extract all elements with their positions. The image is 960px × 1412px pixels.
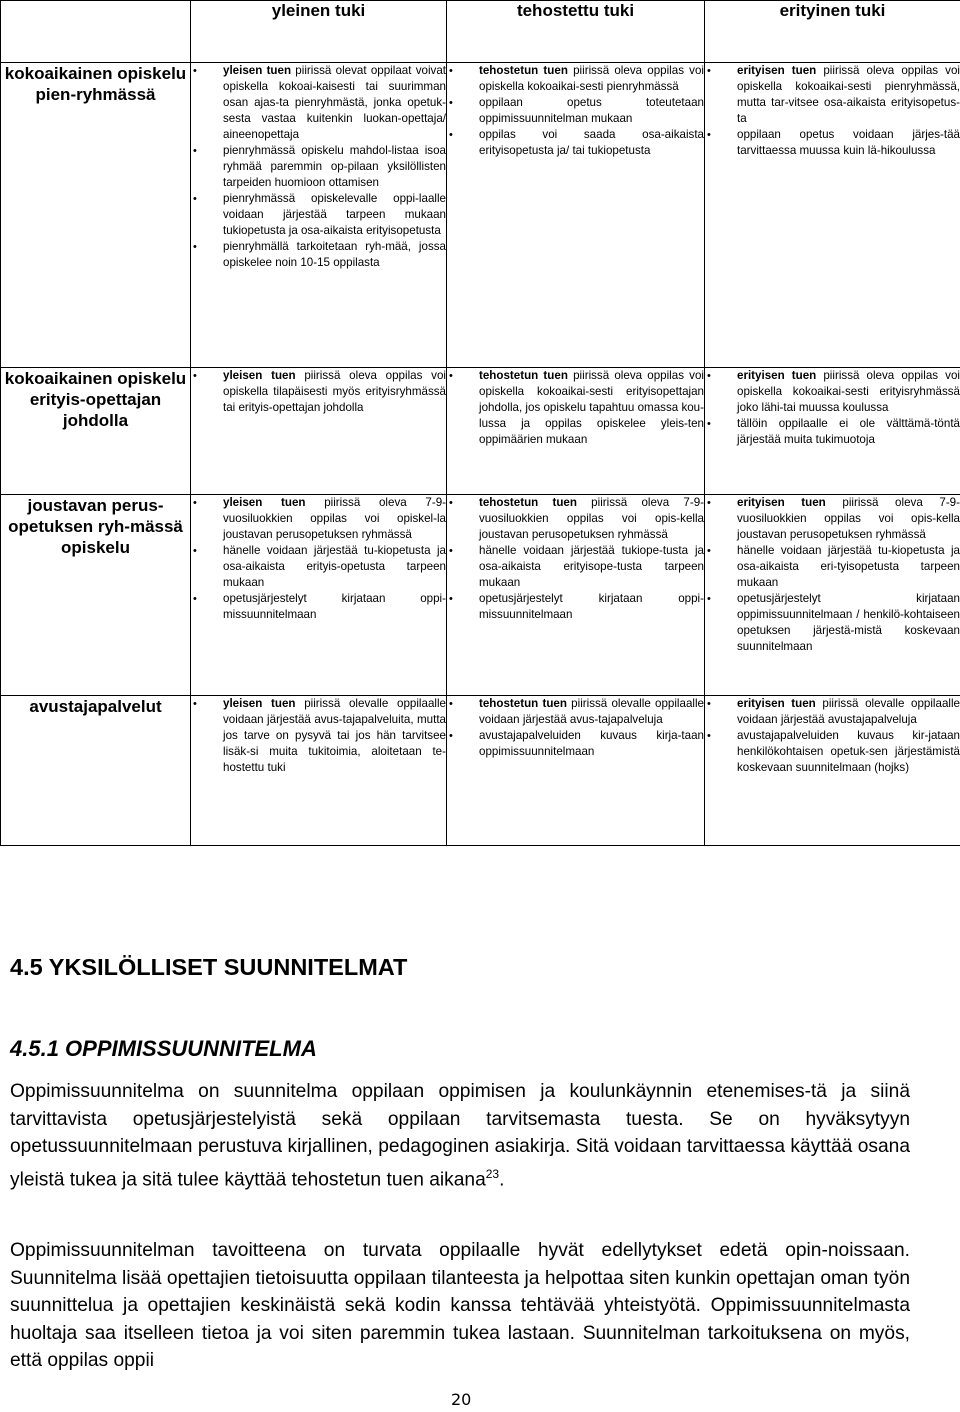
section-heading: 4.5 YKSILÖLLISET SUUNNITELMAT [10,954,408,980]
bold-lead: erityisen tuen [737,64,817,77]
list-item [447,63,704,95]
item-text: opetusjärjestelyt kirjataan oppi-missuunnitelmaan [223,592,446,621]
list-item [447,127,704,159]
item-text: hänelle voidaan järjestää tukiope-tusta ja osa-aikaista erityisope-tusta tarpeen mukaan [479,544,704,589]
paragraph-2: Oppimissuunnitelman tavoitteena on turvata oppilaalle hyvät edellytykset edetä opin-noissaan. Suunnitelma lisää opettajien tietoisuutta oppilaan tilanteesta ja helpottaa siten kunkin opettajan oman työn suunnittelua ja opettajien keskinäistä sekä kodin kanssa tehtävää yhteistyötä. Oppimissuunnitelmasta huoltaja saa itselleen tietoa ja voi siten paremmin tukea lastaan. Suunnitelman tarkoituksena on myös, että oppilas oppii [10,1240,910,1371]
item-text: pienryhmässä opiskelu mahdol-listaa isoa ryhmää paremmin op-pilaan yksilöllisten tarpeiden huomioon ottamisen [223,144,446,189]
header-intensified-support: tehostettu tuki [447,1,705,63]
paragraph-1 [10,1078,910,1193]
table-row [1,495,960,696]
table-cell [447,368,705,495]
bullet-list [705,63,960,159]
bold-lead: tehostetun tuen [479,697,567,710]
item-text: tällöin oppilaalle ei ole välttämä-töntä järjestää muita tukimuotoja [737,417,960,446]
item-text: piirissä olevalle oppilaalle voidaan järjestää avus-tajapalveluja [479,697,704,726]
item-text: piirissä olevalle oppilaalle voidaan järjestää avus-tajapalveluita, mutta jos tarve on pysyvä tai jos hän tarvitsee lisäk-si muita tukitoimia, aloitetaan te-hostettu tuki [223,697,446,774]
row-label: avustajapalvelut [1,696,191,846]
row-label: kokoaikainen opiskelu pien-ryhmässä [1,63,191,368]
bold-lead: yleisen tuen [223,369,296,382]
list-item [447,728,704,760]
item-text: piirissä oleva 7-9-vuosiluokkien oppilas voi opiskel-la joustavan perusopetuksen ryhmässä [223,496,447,541]
table-cell [447,495,705,696]
footnote-reference: 23 [485,1166,500,1181]
bullet-list [447,368,704,448]
table-row [1,368,960,495]
row-label: joustavan perus-opetuksen ryh-mässä opiskelu [1,495,191,696]
bold-lead: yleisen tuen [223,697,296,710]
table-row [1,696,960,846]
item-text: opetusjärjestelyt kirjataan oppimissuunnitelmaan / henkilö-kohtaiseen opetuksen järjestä-mistä koskevaan suunnitelmaan [737,592,960,653]
list-item [447,543,704,591]
item-text: opetusjärjestelyt kirjataan oppi-missuunnitelmaan [479,592,704,621]
table-cell [191,63,447,368]
bullet-list [191,696,446,776]
table-cell [447,63,705,368]
list-item [191,143,446,191]
item-text: oppilaan opetus voidaan järjes-tää tarvittaessa muussa kuin lä-hikoulussa [737,128,960,157]
table-cell [191,495,447,696]
list-item [705,591,960,655]
list-item [705,696,960,728]
list-item [447,495,704,543]
item-text: oppilas voi saada osa-aikaista erityisopetusta ja/ tai tukiopetusta [479,128,704,157]
bold-lead: yleisen tuen [223,496,306,509]
paragraph-1-end: . [499,1168,505,1190]
item-text: pienryhmässä opiskelevalle oppi-laalle voidaan järjestää tarpeen mukaan tukiopetusta ja osa-aikaista erityisopetusta [223,192,446,237]
item-text: piirissä oleva oppilas voi opiskella kokoaikai-sesti pienryhmässä [479,64,704,93]
bold-lead: tehostetun tuen [479,369,568,382]
header-special-support: erityinen tuki [705,1,960,63]
bold-lead: erityisen tuen [737,697,816,710]
item-text: piirissä oleva oppilas voi opiskella kokoaikai-sesti erityisopettajan johdolla, jos opiskelu tapahtuu omassa kou-lussa ja oppilas opiskelee yleis-ten oppimäärien mukaan [479,369,704,446]
item-text: piirissä oleva oppilas voi opiskella kokoaikai-sesti pienryhmässä, mutta tar-vitsee osa-aikaista erityisopetus-ta [737,64,960,125]
table-cell [191,368,447,495]
item-text: piirissä oleva oppilas voi opiskella kokoaikai-sesti erityisryhmässä joko lähi-tai muussa koulussa [737,369,960,414]
bold-lead: yleisen tuen [223,64,292,77]
bullet-list [191,368,446,416]
list-item [191,239,446,271]
paragraph-1-container [10,1078,910,1193]
bullet-list [447,63,704,159]
header-general-support: yleinen tuki [191,1,447,63]
item-text: piirissä olevat oppilaat voivat opiskella kokoai-kaisesti tai suurimman osan ajas-ta pienryhmästä, jonka opetuk-sesta vastaa kuitenkin luokan-opettaja/ aineenopettaja [223,64,446,141]
list-item [705,543,960,591]
item-text: hänelle voidaan järjestää tu-kiopetusta ja osa-aikaista erityis-opetusta tarpeen mukaan [223,544,446,589]
item-text: pienryhmällä tarkoitetaan ryh-mää, jossa opiskelee noin 10-15 oppilasta [223,240,446,269]
list-item [705,495,960,543]
item-text: oppilaan opetus toteutetaan oppimissuunnitelman mukaan [479,96,704,125]
table-cell [705,368,960,495]
list-item [447,696,704,728]
list-item [705,127,960,159]
bullet-list [191,63,446,271]
table-cell [705,63,960,368]
item-text: hänelle voidaan järjestää tu-kiopetusta ja osa-aikaista eri-tyisopetusta tarpeen mukaan [737,544,960,589]
bullet-list [191,495,446,623]
bold-lead: tehostetun tuen [479,64,568,77]
table-cell [705,495,960,696]
list-item [705,368,960,416]
item-text: avustajapalveluiden kuvaus kirja-taan oppimissuunnitelmaan [479,729,704,758]
table-cell [705,696,960,846]
item-text: piirissä oleva oppilas voi opiskella tilapäisesti myös erityisryhmässä tai erityis-opettajan johdolla [223,369,446,414]
list-item [191,591,446,623]
bullet-list [447,495,704,623]
table-header-row [1,1,960,63]
paragraph-1-text: Oppimissuunnitelma on suunnitelma oppilaan oppimisen ja koulunkäynnin etenemises-tä ja siinä tarvittavista opetusjärjestelyistä sekä oppilaan tarvitsemasta tuesta. Se on hyväksytyyn opetussuunnitelmaan perustuva kirjallinen, pedagoginen asiakirja. Sitä voidaan tarvittaessa käyttää osana yleistä tukea ja sitä tulee käyttää tehostetun tuen aikana [10,1081,910,1190]
list-item [191,63,446,143]
bold-lead: tehostetun tuen [479,496,577,509]
table-row [1,63,960,368]
list-item [705,63,960,127]
bullet-list [705,368,960,448]
list-item [191,696,446,776]
table-cell [191,696,447,846]
subsection-heading: 4.5.1 OPPIMISSUUNNITELMA [10,1036,317,1061]
row-label: kokoaikainen opiskelu erityis-opettajan johdolla [1,368,191,495]
table-cell [447,696,705,846]
bullet-list [705,696,960,776]
list-item [191,543,446,591]
bold-lead: erityisen tuen [737,496,826,509]
list-item [447,591,704,623]
paragraph-2-container [10,1237,910,1375]
item-text: piirissä oleva 7-9-vuosiluokkien oppilas voi opis-kella joustavan perusopetuksen ryhmässä [479,496,705,541]
item-text: piirissä olevalle oppilaalle voidaan järjestää avustajapalveluja [737,697,960,726]
list-item [191,368,446,416]
table-corner-cell [1,1,191,63]
list-item [447,368,704,448]
list-item [191,191,446,239]
bold-lead: erityisen tuen [737,369,817,382]
list-item [191,495,446,543]
list-item [705,728,960,776]
item-text: avustajapalveluiden kuvaus kir-jataan henkilökohtaisen opetuk-sen järjestämistä koskevaan suunnitelmaan (hojks) [737,729,960,774]
bullet-list [447,696,704,760]
list-item [705,416,960,448]
item-text: piirissä oleva 7-9-vuosiluokkien oppilas voi opis-kella joustavan perusopetuksen ryhmässä [737,496,960,541]
list-item [447,95,704,127]
bullet-list [705,495,960,655]
page-number: 20 [451,1390,472,1409]
